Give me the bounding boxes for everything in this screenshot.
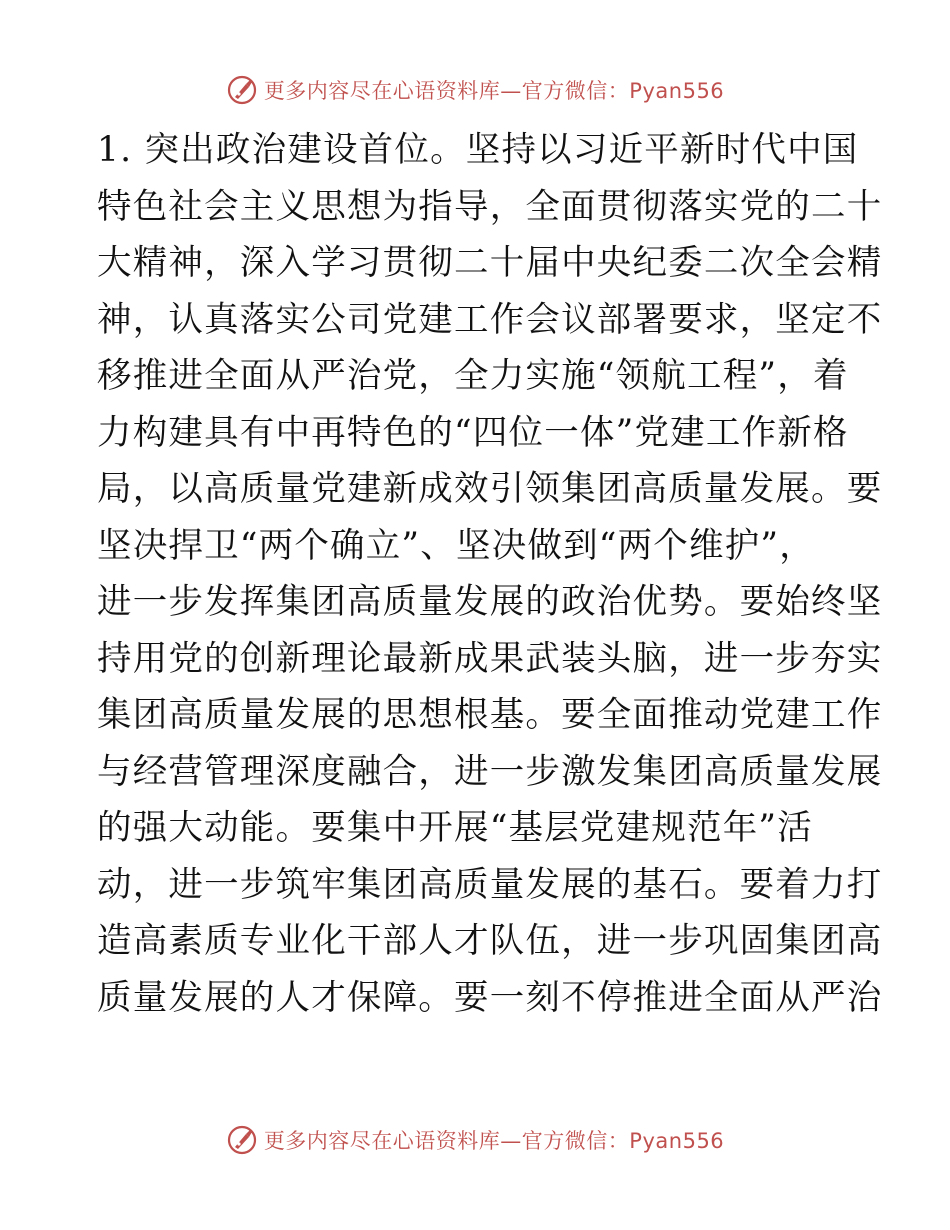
footer-watermark (0, 1120, 950, 1160)
body-line: 坚决捍卫“两个确立”、坚决做到“两个维护”， (97, 525, 815, 566)
body-line: 局，以高质量党建新成效引领集团高质量发展。要 (97, 469, 883, 509)
body-line: 移推进全面从严治党，全力实施“领航工程”，着 (97, 356, 849, 396)
body-line: 动，进一步筑牢集团高质量发展的基石。要着力打 (97, 864, 883, 905)
header-watermark (0, 70, 950, 110)
body-line: 与经营管理深度融合，进一步激发集团高质量发展 (97, 751, 883, 792)
watermark-text: 更多内容尽在心语资料库—官方微信：Pyan556 (263, 1129, 725, 1153)
body-line: 1. 突出政治建设首位。坚持以习近平新时代中国 (97, 130, 859, 170)
pen-nib-logo-icon (226, 74, 258, 106)
pen-nib-logo-icon (226, 1124, 258, 1156)
body-line: 进一步发挥集团高质量发展的政治优势。要始终坚 (97, 582, 883, 622)
body-line: 造高素质专业化干部人才队伍，进一步巩固集团高 (97, 921, 883, 961)
body-line: 大精神，深入学习贯彻二十届中央纪委二次全会精 (97, 243, 883, 283)
watermark-text: 更多内容尽在心语资料库—官方微信：Pyan556 (263, 79, 725, 103)
body-line: 的强大动能。要集中开展“基层党建规范年”活 (97, 808, 813, 848)
body-line: 神，认真落实公司党建工作会议部署要求，坚定不 (97, 299, 883, 340)
body-line: 质量发展的人才保障。要一刻不停推进全面从严治 (97, 977, 883, 1018)
document-body (97, 122, 883, 1026)
body-line: 持用党的创新理论最新成果武装头脑，进一步夯实 (97, 638, 883, 679)
body-line: 力构建具有中再特色的“四位一体”党建工作新格 (97, 412, 849, 453)
body-line: 特色社会主义思想为指导，全面贯彻落实党的二十 (97, 186, 883, 227)
body-line: 集团高质量发展的思想根基。要全面推动党建工作 (97, 695, 883, 735)
